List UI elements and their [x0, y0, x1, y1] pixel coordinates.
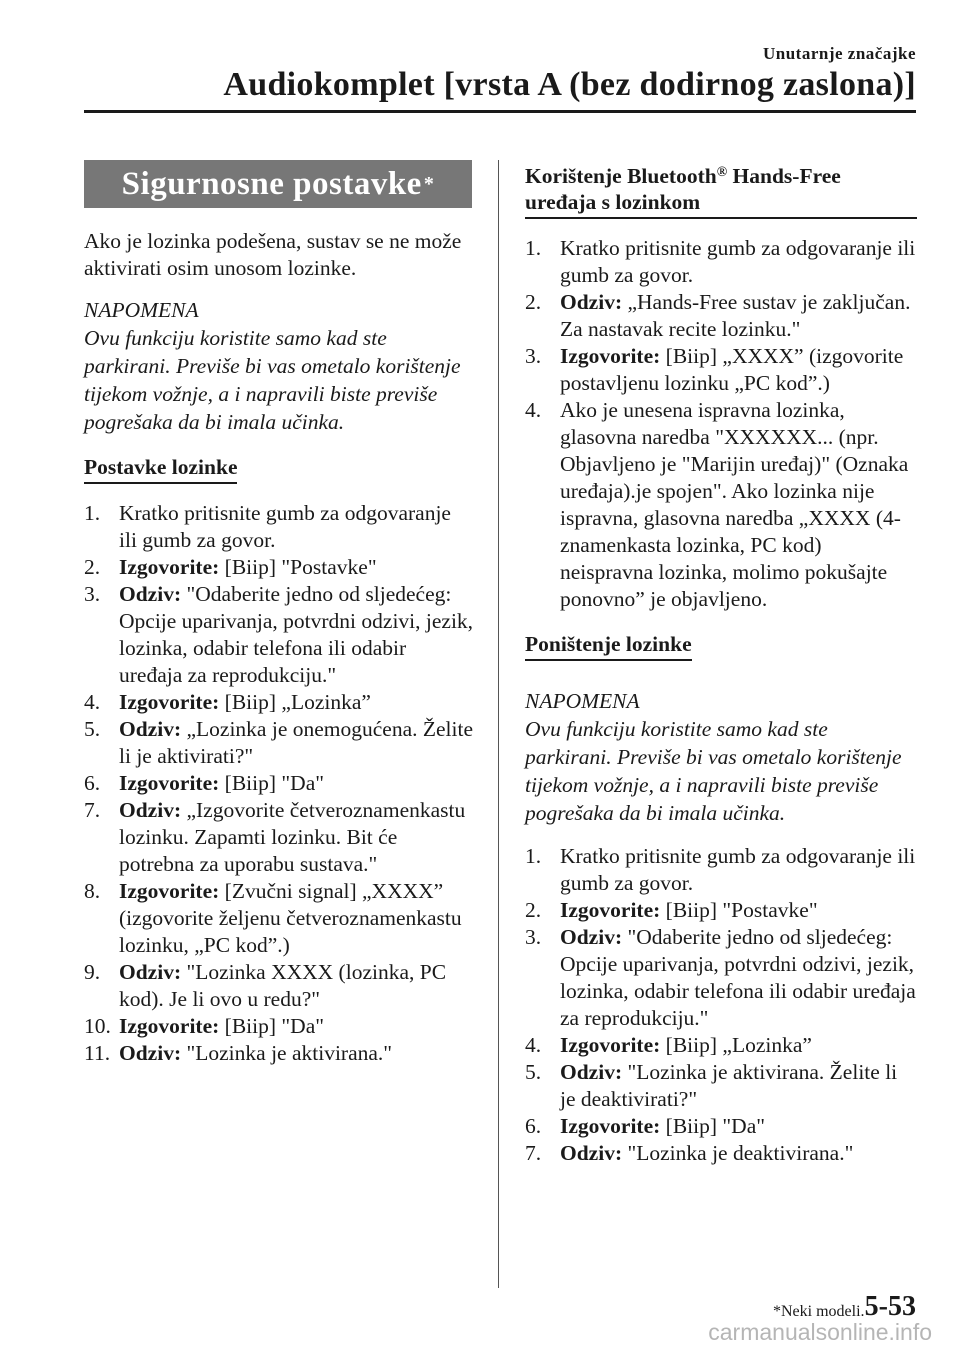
password-settings-heading: Postavke lozinke [84, 454, 237, 484]
step-item [525, 289, 917, 343]
step-text: [Biip] „Lozinka” [660, 1033, 812, 1057]
note-text: Ovu funkciju koristite samo kad ste parkirani. Previše bi vas ometalo korištenje tijekom vožnje, a i napravili biste previše pogrešaka da bi imala učinka. [84, 326, 461, 434]
step-text: „Izgovorite četveroznamenkastu lozinku. Zapamti lozinku. Bit će potrebna za uporabu sustava." [119, 798, 466, 876]
step-item [525, 1032, 917, 1059]
step-number: 1. [525, 236, 542, 260]
step-item [525, 1140, 917, 1167]
registered-mark: ® [716, 165, 728, 180]
step-text: "Lozinka je aktivirana. Želite li je deaktivirati?" [560, 1060, 898, 1111]
step-text: [Biip] "Da" [660, 1114, 766, 1138]
bluetooth-heading [525, 160, 917, 219]
step-text: [Biip] "Postavke" [219, 555, 377, 579]
note-title: NAPOMENA [84, 298, 199, 322]
step-item [84, 770, 474, 797]
step-text: Kratko pritisnite gumb za odgovaranje ili gumb za govor. [560, 236, 916, 287]
step-item [525, 343, 917, 397]
step-keyword: Izgovorite: [119, 555, 220, 579]
step-text: Kratko pritisnite gumb za odgovaranje ili gumb za govor. [119, 501, 451, 552]
step-text: [Biip] "Da" [219, 771, 325, 795]
step-number: 1. [525, 844, 542, 868]
step-keyword: Odziv: [119, 960, 182, 984]
step-number: 3. [84, 582, 101, 606]
cancel-password-heading: Poništenje lozinke [525, 631, 692, 661]
step-text: "Odaberite jedno od sljedećeg: Opcije uparivanja, potvrdni odzivi, jezik, lozinka, odabir telefona ili odabir uređaja za reprodukciju." [119, 582, 474, 687]
step-keyword: Izgovorite: [119, 690, 220, 714]
step-item [525, 924, 917, 1032]
step-text: „Hands-Free sustav je zaključan. Za nastavak recite lozinku." [560, 290, 911, 341]
step-item [84, 581, 474, 689]
step-item [84, 1013, 474, 1040]
step-keyword: Odziv: [119, 1041, 182, 1065]
step-text: Kratko pritisnite gumb za odgovaranje ili gumb za govor. [560, 844, 916, 895]
step-number: 4. [525, 398, 542, 422]
step-number: 7. [525, 1141, 542, 1165]
banner-asterisk: * [423, 172, 435, 195]
step-number: 7. [84, 798, 101, 822]
step-text: „Lozinka je onemogućena. Želite li je aktivirati?" [119, 717, 474, 768]
section-banner [84, 160, 472, 208]
step-item [525, 1059, 917, 1113]
step-keyword: Odziv: [560, 1141, 623, 1165]
right-column [525, 160, 917, 1167]
section-subtitle: Unutarnje značajke [762, 44, 916, 63]
step-number: 10. [84, 1014, 111, 1038]
step-number: 11. [84, 1041, 111, 1065]
step-item [84, 500, 474, 554]
step-number: 5. [525, 1060, 542, 1084]
step-number: 6. [84, 771, 101, 795]
left-column [84, 160, 474, 1067]
step-keyword: Izgovorite: [560, 344, 661, 368]
bluetooth-heading-text: Korištenje Bluetooth [525, 164, 717, 188]
footnote: *Neki modeli. [773, 1303, 865, 1320]
step-text: "Odaberite jedno od sljedećeg: Opcije uparivanja, potvrdni odzivi, jezik, lozinka, odabir telefona ili odabir uređaja za reprodukciju." [560, 925, 916, 1030]
step-number: 2. [525, 290, 542, 314]
step-number: 3. [525, 925, 542, 949]
step-keyword: Izgovorite: [560, 898, 661, 922]
step-item [525, 1113, 917, 1140]
step-text: "Lozinka je aktivirana." [181, 1041, 393, 1065]
step-keyword: Odziv: [560, 925, 623, 949]
step-keyword: Odziv: [119, 798, 182, 822]
column-divider [498, 160, 499, 1288]
step-text: [Biip] "Postavke" [660, 898, 818, 922]
watermark-logo: carmanualsonline.info [708, 1319, 932, 1345]
note-text-2: Ovu funkciju koristite samo kad ste parkirani. Previše bi vas ometalo korištenje tijekom vožnje, a i napravili biste previše pogrešaka da bi imala učinka. [525, 717, 902, 825]
step-text: [Biip] „XXXX” (izgovorite postavljenu lozinku „PC kod”.) [560, 344, 904, 395]
page-title: Audiokomplet [vrsta A (bez dodirnog zaslona)] [223, 66, 916, 103]
step-item [84, 689, 474, 716]
step-number: 1. [84, 501, 101, 525]
intro-text: Ako je lozinka podešena, sustav se ne može aktivirati osim unosom lozinke. [84, 229, 462, 280]
step-keyword: Odziv: [119, 582, 182, 606]
step-item [84, 797, 474, 878]
step-item [525, 397, 917, 613]
step-keyword: Izgovorite: [560, 1033, 661, 1057]
step-item [84, 959, 474, 1013]
step-number: 8. [84, 879, 101, 903]
step-keyword: Izgovorite: [119, 771, 220, 795]
step-text: Ako je unesena ispravna lozinka, glasovna naredba "XXXXXX... (npr. Objavljeno je "Marijin uređaj)" (Oznaka uređaja).je spojen". Ako lozinka nije ispravna, glasovna naredba „XXXX (4-znamenkasta lozinka, PC kod) neispravna lozinka, molimo pokušajte ponovno” je objavljeno. [560, 398, 909, 611]
note-title-2: NAPOMENA [525, 689, 640, 713]
step-item [84, 554, 474, 581]
step-item [84, 1040, 474, 1067]
step-item [525, 235, 917, 289]
step-text: "Lozinka je deaktivirana." [622, 1141, 854, 1165]
step-keyword: Izgovorite: [119, 879, 220, 903]
step-keyword: Odziv: [560, 1060, 623, 1084]
step-keyword: Izgovorite: [119, 1014, 220, 1038]
step-number: 4. [525, 1033, 542, 1057]
step-item [84, 716, 474, 770]
step-number: 4. [84, 690, 101, 714]
step-text: [Biip] „Lozinka” [219, 690, 371, 714]
bluetooth-heading-text-2: Hands-Free uređaja s lozinkom [525, 164, 841, 214]
password-settings-steps [84, 500, 474, 1067]
step-keyword: Odziv: [119, 717, 182, 741]
header-rule [84, 110, 916, 113]
step-item [525, 843, 917, 897]
step-text: [Biip] "Da" [219, 1014, 325, 1038]
step-number: 5. [84, 717, 101, 741]
step-keyword: Odziv: [560, 290, 623, 314]
cancel-password-steps [525, 843, 917, 1167]
step-number: 6. [525, 1114, 542, 1138]
step-item [525, 897, 917, 924]
step-text: [Zvučni signal] „XXXX” (izgovorite željenu četveroznamenkastu lozinku, „PC kod”.) [119, 879, 462, 957]
step-number: 9. [84, 960, 101, 984]
step-item [84, 878, 474, 959]
step-number: 2. [525, 898, 542, 922]
step-number: 3. [525, 344, 542, 368]
step-keyword: Izgovorite: [560, 1114, 661, 1138]
page-number: 5-53 [864, 1291, 916, 1322]
step-text: "Lozinka XXXX (lozinka, PC kod). Je li ovo u redu?" [119, 960, 447, 1011]
bluetooth-steps [525, 235, 917, 613]
step-number: 2. [84, 555, 101, 579]
banner-title: Sigurnosne postavke [121, 165, 422, 202]
